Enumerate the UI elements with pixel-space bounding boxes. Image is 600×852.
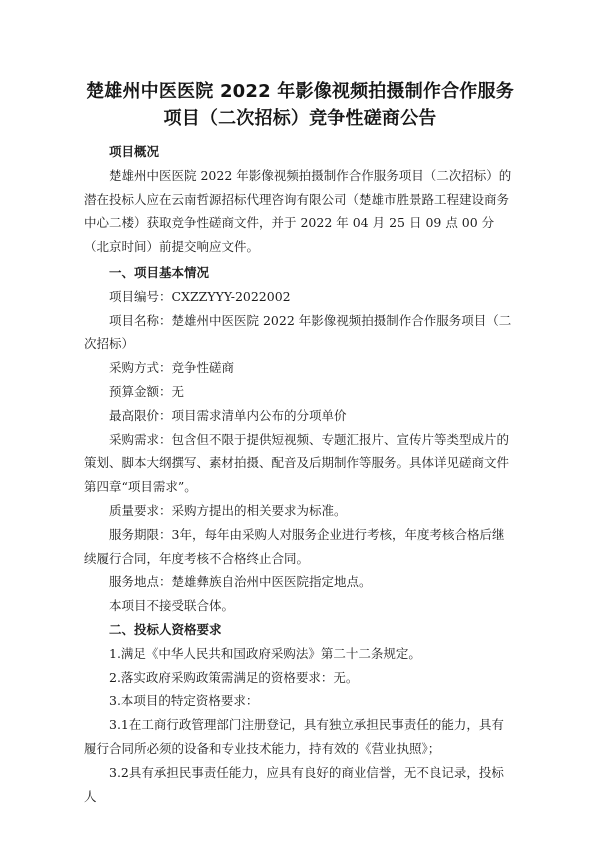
- service-period: 服务期限：3年，每年由采购人对服务企业进行考核，年度考核合格后继续履行合同，年度考核不合格终止合同。: [84, 526, 505, 566]
- service-location: 服务地点：楚雄彝族自治州中医医院指定地点。: [109, 574, 372, 590]
- project-number: 项目编号：CXZZYYY-2022002: [109, 288, 291, 304]
- overview-paragraph: 楚雄州中医医院 2022 年影像视频拍摄制作合作服务项目（二次招标）的潜在投标人应在云南哲源招标代理咨询有限公司（楚雄市胜景路工程建设商务中心二楼）获取竞争性磋商文件，并于 2022 年 04 月 25 日 09 点 00 分（北京时间）前提交响应文件。: [84, 167, 512, 255]
- quality-requirements: 质量要求：采购方提出的相关要求为标准。: [109, 502, 347, 518]
- budget-amount: 预算金额：无: [109, 383, 185, 399]
- consortium-note: 本项目不接受联合体。: [109, 598, 235, 614]
- title-line-2: 项目（二次招标）竞争性磋商公告: [163, 108, 437, 129]
- qualification-item-2: 2.落实政府采购政策需满足的资格要求：无。: [109, 669, 359, 685]
- qualification-item-1: 1.满足《中华人民共和国政府采购法》第二十二条规定。: [109, 645, 421, 661]
- procurement-method: 采购方式：竞争性磋商: [109, 360, 235, 376]
- max-price: 最高限价：项目需求清单内公布的分项单价: [109, 407, 347, 423]
- title-line-1: 楚雄州中医医院 2022 年影像视频拍摄制作合作服务: [86, 81, 514, 102]
- document-body: [84, 140, 516, 808]
- procurement-requirements: 采购需求：包含但不限于提供短视频、专题汇报片、宣传片等类型成片的策划、脚本大纲撰写、素材拍摄、配音及后期制作等服务。具体详见磋商文件第四章“项目需求”。: [84, 431, 510, 495]
- qualification-item-3-2: 3.2具有承担民事责任能力，应具有良好的商业信誉，无不良记录，投标人: [84, 764, 504, 804]
- qualification-heading: 二、投标人资格要求: [109, 621, 222, 637]
- basic-info-heading: 一、项目基本情况: [109, 264, 210, 280]
- overview-heading: 项目概况: [109, 144, 160, 159]
- document-title: [60, 78, 540, 132]
- project-name: 项目名称：楚雄州中医医院 2022 年影像视频拍摄制作合作服务项目（二次招标）: [84, 312, 512, 352]
- qualification-item-3-1: 3.1在工商行政管理部门注册登记，具有独立承担民事责任的能力，具有履行合同所必须的设备和专业技术能力，持有效的《营业执照》；: [84, 717, 504, 756]
- qualification-item-3: 3.本项目的特定资格要求：: [109, 693, 259, 709]
